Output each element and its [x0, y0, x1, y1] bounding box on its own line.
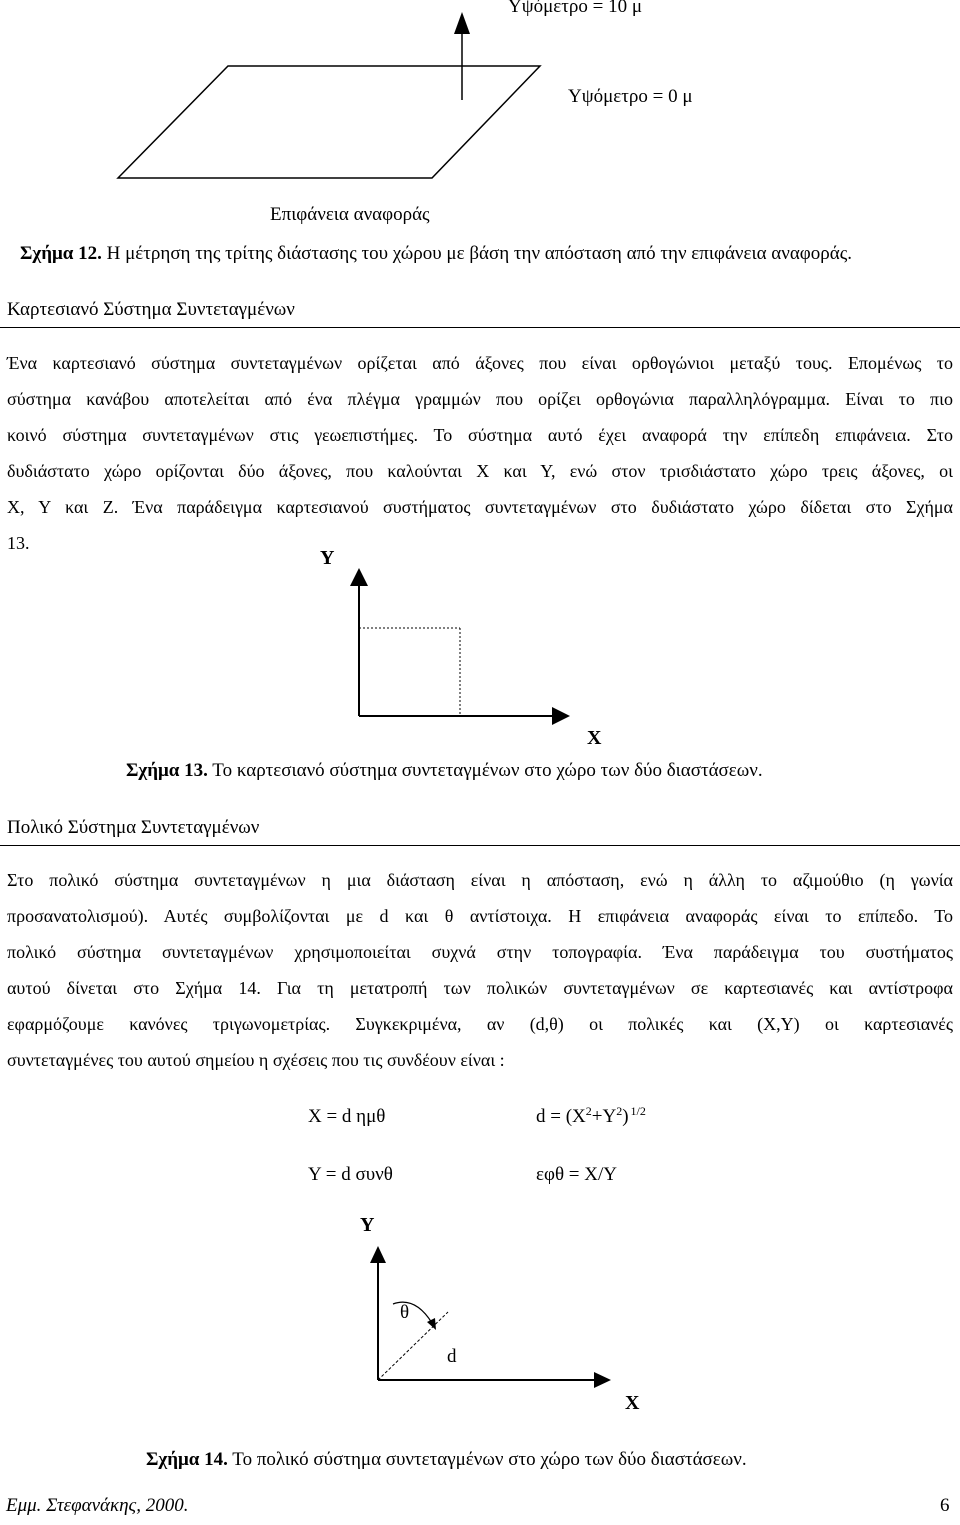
formula-tan: εφθ = X/Y	[536, 1164, 617, 1185]
fig14-caption-text: Το πολικό σύστημα συντεταγμένων στο χώρο των δύο διαστάσεων.	[227, 1449, 747, 1470]
paragraph-line: προσανατολισμού). Αυτές συμβολίζονται με d και θ αντίστοιχα. Η επιφάνεια αναφοράς είναι το επίπεδο. Το	[7, 906, 953, 926]
fig14-caption-bold: Σχήμα 14.	[146, 1449, 228, 1470]
fig13-caption-text: Το καρτεσιανό σύστημα συντεταγμένων στο χώρο των δύο διαστάσεων.	[207, 760, 763, 781]
fig12-label-mid: Υψόμετρο = 0 μ	[568, 86, 693, 107]
fig14-theta-label: θ	[400, 1302, 410, 1323]
paragraph-line: αυτού δίνεται στο Σχήμα 14. Για τη μετατροπή των πολικών συντεταγμένων σε καρτεσιανές και αντίστροφα	[7, 978, 953, 998]
fig14-y-label: Y	[360, 1214, 375, 1236]
formula-d-prefix: d = (X	[536, 1106, 586, 1127]
fig14-x-label: X	[625, 1392, 640, 1414]
paragraph-line: συντεταγμένες του αυτού σημείου η σχέσεις που τις συνδέουν είναι :	[7, 1050, 505, 1070]
formula-d-sup2: 2	[616, 1104, 623, 1118]
fig14-angle-arc	[393, 1302, 432, 1323]
fig14-dashed-vector	[378, 1312, 448, 1380]
fig12-caption-bold: Σχήμα 12.	[20, 243, 102, 264]
page-number: 6	[940, 1495, 950, 1516]
paragraph-line: δυδιάστατο χώρο ορίζονται δύο άξονες, που καλούνται Χ και Υ, ενώ στον τρισδιάστατο χώρο τρεις άξονες, οι	[7, 461, 953, 481]
formula-y: Y = d συνθ	[308, 1164, 393, 1185]
paragraph-line: σύστημα κανάβου αποτελείται από ένα πλέγμα γραμμών που ορίζει ορθογώνια παραλληλόγραμμα. Είναι το πιο	[7, 389, 953, 409]
fig13-x-label: X	[587, 727, 602, 749]
fig13-caption-bold: Σχήμα 13.	[126, 760, 208, 781]
fig13-y-label: Y	[320, 547, 335, 569]
fig12-label-top: Υψόμετρο = 10 μ	[508, 0, 643, 17]
section-heading-cartesian: Καρτεσιανό Σύστημα Συντεταγμένων	[7, 299, 295, 320]
fig14-x-arrowhead	[594, 1372, 611, 1388]
fig14-caption	[146, 1449, 747, 1471]
fig12-caption-text: Η μέτρηση της τρίτης διάστασης του χώρου με βάση την απόσταση από την επιφάνεια αναφοράς.	[101, 243, 852, 264]
formula-d-mid: +Y	[591, 1106, 617, 1127]
paragraph-line: κοινό σύστημα συντεταγμένων στις γεωεπιστήμες. Το σύστημα αυτό έχει αναφορά την επίπεδη επιφάνεια. Στο	[7, 425, 953, 445]
formula-d-close: )	[622, 1106, 629, 1127]
fig14-y-arrowhead	[370, 1246, 386, 1263]
formula-d-exp: 1/2	[630, 1104, 646, 1118]
paragraph-line: Στο πολικό σύστημα συντεταγμένων η μια διάσταση είναι η απόσταση, ενώ η άλλη το αζιμούθιο (η γωνία	[7, 870, 953, 890]
paragraph-line: πολικό σύστημα συντεταγμένων χρησιμοποιείται συχνά στην τοπογραφία. Ένα παράδειγμα του συστήματος	[7, 942, 953, 962]
paragraph-line: εφαρμόζουμε κανόνες τριγωνομετρίας. Συγκεκριμένα, αν (d,θ) οι πολικές και (Χ,Υ) οι καρτεσιανές	[7, 1014, 953, 1034]
paragraph-line: Ένα καρτεσιανό σύστημα συντεταγμένων ορίζεται από άξονες που είναι ορθογώνιοι μεταξύ τους. Επομένως το	[7, 353, 953, 373]
paragraph-line: 13.	[7, 533, 30, 553]
fig14-d-label: d	[447, 1346, 457, 1367]
formula-d-sup1: 2	[585, 1104, 592, 1118]
fig12-label-surface: Επιφάνεια αναφοράς	[270, 204, 430, 225]
footer-author: Εμμ. Στεφανάκης, 2000.	[6, 1495, 189, 1516]
section-heading-polar: Πολικό Σύστημα Συντεταγμένων	[7, 817, 260, 838]
fig14-arc-arrowhead	[427, 1318, 436, 1330]
paragraph-line: Χ, Υ και Ζ. Ένα παράδειγμα καρτεσιανού συστήματος συντεταγμένων στο δυδιάστατο χώρο δίδεται στο Σχήμα	[7, 497, 953, 517]
formula-x: X = d ημθ	[308, 1106, 386, 1127]
